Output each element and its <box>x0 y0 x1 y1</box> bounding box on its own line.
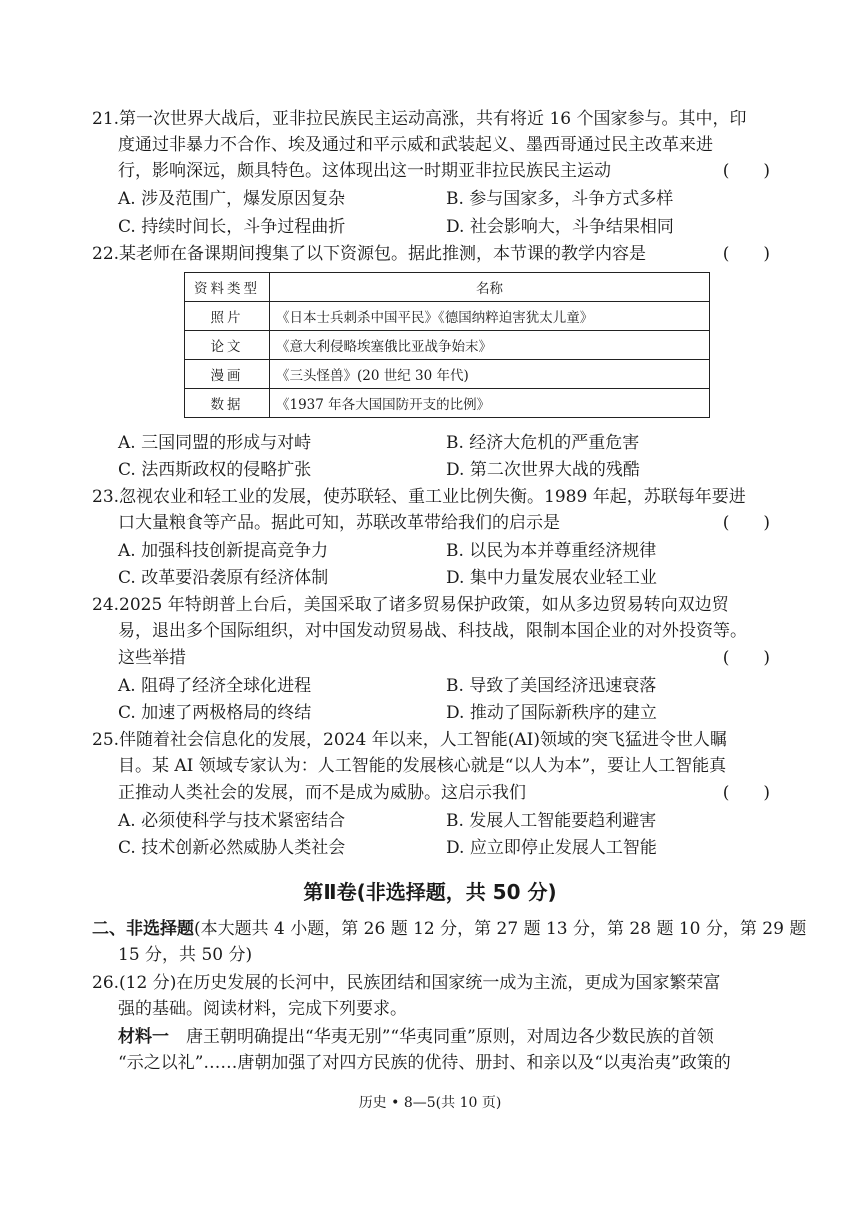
q23-answer-paren: ( ) <box>722 513 770 533</box>
q22-answer-paren: ( ) <box>722 244 770 264</box>
q25-stem-line3 <box>118 780 782 806</box>
table-row <box>185 331 710 360</box>
q24-stem-line1: 24.2025 年特朗普上台后，美国采取了诸多贸易保护政策，如从多边贸易转向双边贸 <box>92 595 729 615</box>
page-footer: 历史 • 8—5(共 10 页) <box>358 1095 502 1111</box>
q22-option-a: A. 三国同盟的形成与对峙 <box>118 433 312 453</box>
material-label: 材料一 <box>118 1027 169 1047</box>
material-text: 唐王朝明确提出“华夷无别”“华夷同重”原则，对周边各少数民族的首领 <box>169 1027 714 1047</box>
q25-answer-paren: ( ) <box>722 783 770 803</box>
table-row <box>185 302 710 331</box>
q23-stem-line2 <box>118 510 782 536</box>
q22-option-c: C. 法西斯政权的侵略扩张 <box>118 460 312 480</box>
row-type: 数据 <box>185 389 270 418</box>
q24-option-b: B. 导致了美国经济迅速衰落 <box>446 676 657 696</box>
q21-option-d: D. 社会影响大，斗争结果相同 <box>446 217 674 237</box>
q24-option-d: D. 推动了国际新秩序的建立 <box>446 703 657 723</box>
q22-stem-line1 <box>92 241 782 267</box>
q22-option-d: D. 第二次世界大战的残酷 <box>446 460 640 480</box>
q21-stem-line3 <box>118 158 782 184</box>
q22-option-b: B. 经济大危机的严重危害 <box>446 433 640 453</box>
row-type: 论文 <box>185 331 270 360</box>
header-name: 名称 <box>270 273 710 302</box>
section2-heading-text: (本大题共 4 小题，第 26 题 12 分，第 27 题 13 分，第 28 题 10 分，第 29 题 <box>194 919 807 939</box>
row-name: 《日本士兵刺杀中国平民》《德国纳粹迫害犹太儿童》 <box>270 302 710 331</box>
q24-answer-paren: ( ) <box>722 648 770 668</box>
section2-heading-label: 二、非选择题 <box>92 919 194 939</box>
q26-stem-line2: 强的基础。阅读材料，完成下列要求。 <box>118 999 407 1019</box>
row-type: 照片 <box>185 302 270 331</box>
section2-heading-line2: 15 分，共 50 分) <box>118 945 253 965</box>
q21-stem-text: 行，影响深远，颇具特色。这体现出这一时期亚非拉民族民主运动 <box>118 161 611 181</box>
q24-stem-line3 <box>118 645 782 671</box>
resource-table-header <box>185 273 710 302</box>
row-name: 《意大利侵略埃塞俄比亚战争始末》 <box>270 331 710 360</box>
q23-stem-line1: 23.忽视农业和轻工业的发展，使苏联轻、重工业比例失衡。1989 年起，苏联每年要进 <box>92 487 746 507</box>
q21-stem-line2: 度通过非暴力不合作、埃及通过和平示威和武装起义、墨西哥通过民主改革来进 <box>118 135 713 155</box>
q23-option-a: A. 加强科技创新提高竞争力 <box>118 541 329 561</box>
row-name: 《1937 年各大国国防开支的比例》 <box>270 389 710 418</box>
q26-material1-line1 <box>118 1024 782 1050</box>
q23-option-c: C. 改革要沿袭原有经济体制 <box>118 568 329 588</box>
q21-stem-line1: 21.第一次世界大战后，亚非拉民族民主运动高涨，共有将近 16 个国家参与。其中，印 <box>92 109 747 129</box>
q25-stem-line1: 25.伴随着社会信息化的发展，2024 年以来，人工智能(AI)领域的突飞猛进令世人瞩 <box>92 730 727 750</box>
q25-option-b: B. 发展人工智能要趋利避害 <box>446 811 657 831</box>
q25-option-c: C. 技术创新必然威胁人类社会 <box>118 838 346 858</box>
q22-stem-text: 22.某老师在备课期间搜集了以下资源包。据此推测，本节课的教学内容是 <box>92 244 647 264</box>
q23-option-d: D. 集中力量发展农业轻工业 <box>446 568 657 588</box>
section2-heading <box>92 916 807 942</box>
q21-option-b: B. 参与国家多，斗争方式多样 <box>446 189 674 209</box>
q25-stem-line2: 目。某 AI 领域专家认为：人工智能的发展核心就是“以人为本”，要让人工智能真 <box>118 756 727 776</box>
q25-option-d: D. 应立即停止发展人工智能 <box>446 838 657 858</box>
q25-stem-text: 正推动人类社会的发展，而不是成为威胁。这启示我们 <box>118 783 526 803</box>
table-row <box>185 389 710 418</box>
q24-option-c: C. 加速了两极格局的终结 <box>118 703 312 723</box>
row-type: 漫画 <box>185 360 270 389</box>
q26-material1-line2: “示之以礼”……唐朝加强了对四方民族的优待、册封、和亲以及“以夷治夷”政策的 <box>118 1053 731 1073</box>
q23-option-b: B. 以民为本并尊重经济规律 <box>446 541 657 561</box>
q23-stem-text: 口大量粮食等产品。据此可知，苏联改革带给我们的启示是 <box>118 513 560 533</box>
row-name: 《三头怪兽》(20 世纪 30 年代) <box>270 360 710 389</box>
table-row <box>185 360 710 389</box>
q21-option-c: C. 持续时间长，斗争过程曲折 <box>118 217 346 237</box>
q24-stem-text: 这些举措 <box>118 648 186 668</box>
q26-stem-line1: 26.(12 分)在历史发展的长河中，民族团结和国家统一成为主流，更成为国家繁荣富 <box>92 973 721 993</box>
q21-option-a: A. 涉及范围广，爆发原因复杂 <box>118 189 346 209</box>
q25-option-a: A. 必须使科学与技术紧密结合 <box>118 811 346 831</box>
q24-stem-line2: 易，退出多个国际组织，对中国发动贸易战、科技战，限制本国企业的对外投资等。 <box>118 621 747 641</box>
section-title: 第Ⅱ卷(非选择题，共 50 分) <box>303 880 557 904</box>
q24-option-a: A. 阻碍了经济全球化进程 <box>118 676 312 696</box>
q21-answer-paren: ( ) <box>722 161 770 181</box>
header-type: 资料类型 <box>185 273 270 302</box>
resource-table <box>184 272 710 418</box>
